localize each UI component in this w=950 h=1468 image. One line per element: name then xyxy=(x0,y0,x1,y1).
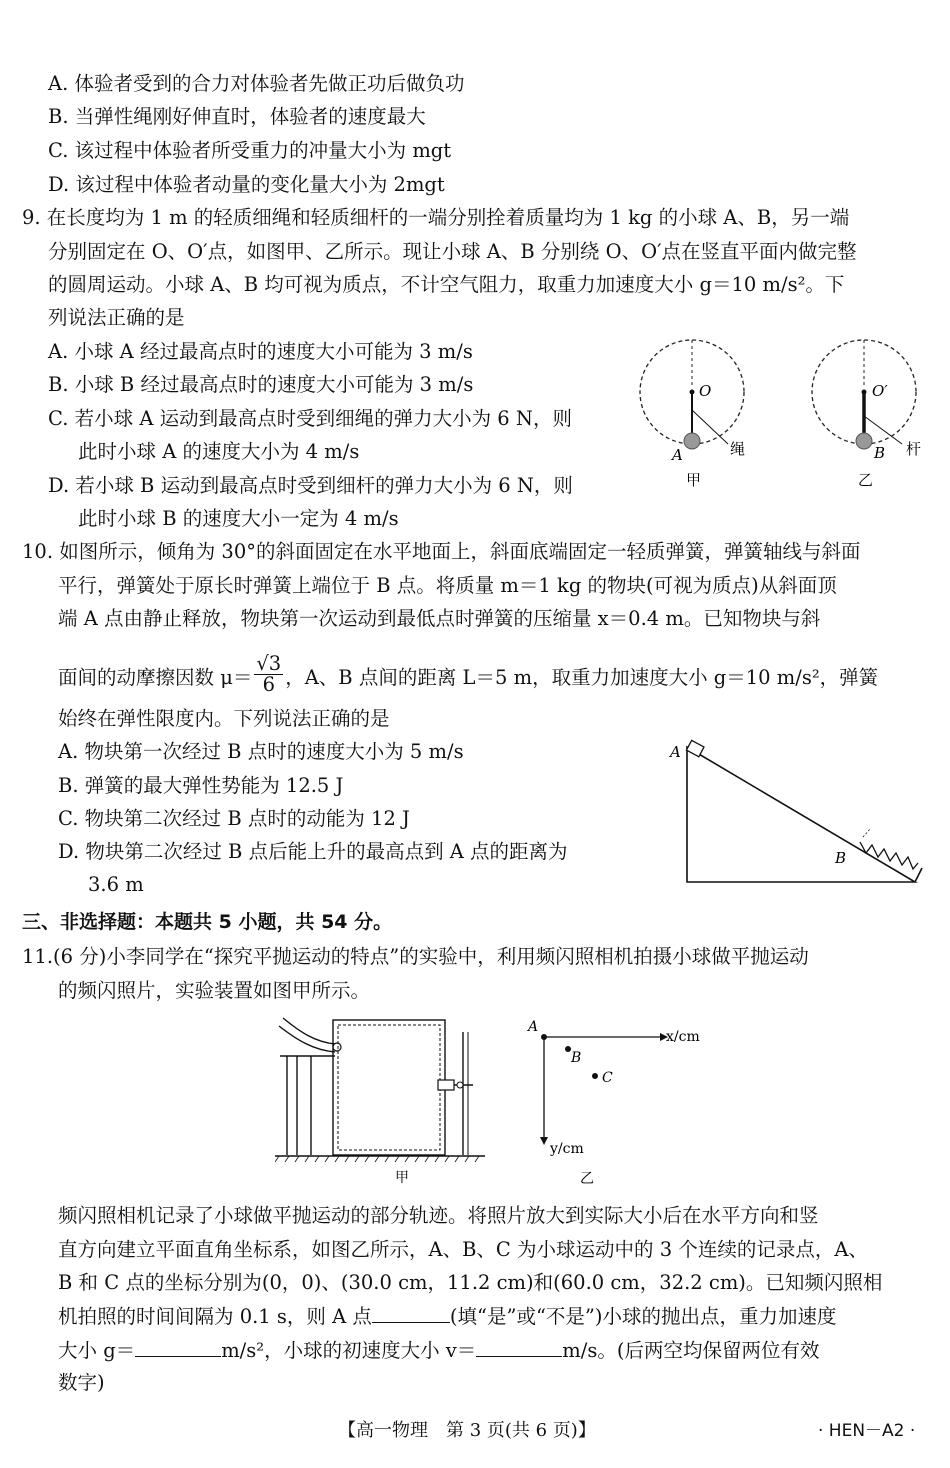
q10-option-d: D. 物块第二次经过 B 点后能上升的最高点到 A 点的距离为 xyxy=(58,840,568,863)
q8-option-b: B. 当弹性绳刚好伸直时，体验者的速度最大 xyxy=(48,105,426,128)
label-B: B xyxy=(874,444,886,462)
board-frame xyxy=(333,1020,445,1155)
q11-figure-yi xyxy=(520,1015,720,1190)
q8-option-c: C. 该过程中体验者所受重力的冲量大小为 mgt xyxy=(48,139,452,162)
q10-option-d-cont: 3.6 m xyxy=(88,873,144,896)
label-jia: 甲 xyxy=(686,471,702,489)
footer-code: · HEN－A2 · xyxy=(818,1421,916,1441)
label-rope: 绳 xyxy=(730,440,746,458)
q11-blank1-post: (填“是”或“不是”)小球的抛出点，重力加速度 xyxy=(449,1305,837,1328)
answer-blank-1[interactable] xyxy=(372,1304,450,1323)
point-C xyxy=(592,1073,598,1079)
ball-B xyxy=(856,433,872,449)
q10-option-c: C. 物块第二次经过 B 点时的动能为 12 J xyxy=(58,807,410,830)
label-x-axis: x/cm xyxy=(666,1029,700,1045)
ground-hatch xyxy=(275,1156,479,1162)
label-yi: 乙 xyxy=(580,1171,594,1187)
ball xyxy=(333,1043,341,1051)
q10-stem-line4 xyxy=(58,652,879,699)
y-arrow xyxy=(540,1137,548,1145)
spring-base xyxy=(915,868,922,882)
q9-option-d: D. 若小球 B 运动到最高点时受到细杆的弹力大小为 6 N，则 xyxy=(48,474,573,497)
q11-para-line6: 数字) xyxy=(58,1371,105,1394)
q10-figure xyxy=(660,735,940,890)
point-b-marker xyxy=(863,829,870,837)
label-C: C xyxy=(602,1070,613,1086)
q10-stem-line2: 平行，弹簧处于原长时弹簧上端位于 B 点。将质量 m＝1 kg 的物块(可视为质点)从斜面顶 xyxy=(58,574,837,597)
q10-stem-line3: 端 A 点由静止释放，物块第一次运动到最低点时弹簧的压缩量 x＝0.4 m。已知物块与斜 xyxy=(58,607,821,630)
answer-blank-3[interactable] xyxy=(476,1338,562,1357)
q9-figure xyxy=(630,330,940,500)
label-A: A xyxy=(528,1019,539,1035)
q11-figure-jia xyxy=(275,1010,495,1190)
q10-mu-prefix: 面间的动摩擦因数 μ＝ xyxy=(58,666,253,689)
block xyxy=(686,740,704,756)
label-B: B xyxy=(571,1050,582,1066)
ramp-top xyxy=(283,1018,335,1044)
ramp-bottom xyxy=(279,1026,335,1052)
q10-mu-fraction xyxy=(254,654,283,695)
ball-A xyxy=(684,433,700,449)
q10-mu-numerator: √3 xyxy=(256,652,282,675)
clamp xyxy=(438,1080,454,1090)
answer-blank-2[interactable] xyxy=(135,1338,221,1357)
q10-mu-suffix: ，A、B 点间的距离 L＝5 m，取重力加速度大小 g＝10 m/s²，弹簧 xyxy=(285,666,879,689)
q10-mu-denominator: 6 xyxy=(262,673,275,696)
q9-option-c-cont: 此时小球 A 的速度大小为 4 m/s xyxy=(78,440,360,463)
q11-blank2-mid: m/s²，小球的初速度大小 v＝ xyxy=(221,1339,477,1362)
label-O: O xyxy=(699,382,712,400)
q11-blank2-pre: 大小 g＝ xyxy=(58,1339,136,1362)
section3-heading: 三、非选择题：本题共 5 小题，共 54 分。 xyxy=(22,911,393,933)
q11-para-line1: 频闪照相机记录了小球做平抛运动的部分轨迹。将照片放大到实际大小后在水平方向和竖 xyxy=(58,1204,819,1227)
label-O2: O′ xyxy=(872,382,888,400)
label-B: B xyxy=(835,849,847,867)
q11-para-line2: 直方向建立平面直角坐标系，如图乙所示，A、B、C 为小球运动中的 3 个连续的记录点，A、 xyxy=(58,1238,868,1261)
q11-blank2-post: m/s。(后两空均保留两位有效 xyxy=(562,1339,820,1362)
q10-stem-line5: 始终在弹性限度内。下列说法正确的是 xyxy=(58,707,390,730)
q9-stem-line4: 列说法正确的是 xyxy=(48,306,185,329)
q11-stem-line1: 11.(6 分)小李同学在“探究平抛运动的特点”的实验中，利用频闪照相机拍摄小球做平抛运动 xyxy=(22,945,809,968)
q8-option-a: A. 体验者受到的合力对体验者先做正功后做负功 xyxy=(48,72,465,95)
board-inner xyxy=(338,1025,440,1150)
label-y-axis: y/cm xyxy=(550,1141,584,1157)
q11-para-line5 xyxy=(58,1338,819,1363)
q11-para-line3: B 和 C 点的坐标分别为(0，0)、(30.0 cm，11.2 cm)和(60.0 cm，32.2 cm)。已知频闪照相 xyxy=(58,1271,883,1294)
q9-option-d-cont: 此时小球 B 的速度大小一定为 4 m/s xyxy=(78,507,399,530)
q11-para-line4 xyxy=(58,1304,837,1329)
q8-option-d: D. 该过程中体验者动量的变化量大小为 2mgt xyxy=(48,173,445,196)
q9-option-a: A. 小球 A 经过最高点时的速度大小可能为 3 m/s xyxy=(48,340,473,363)
q9-stem-line3: 的圆周运动。小球 A、B 均可视为质点，不计空气阻力，取重力加速度大小 g＝10 m/s²。下 xyxy=(48,273,845,296)
q10-option-a: A. 物块第一次经过 B 点时的速度大小为 5 m/s xyxy=(58,740,464,763)
clamp-screw xyxy=(457,1082,463,1088)
incline xyxy=(687,747,915,882)
q10-stem-line1: 10. 如图所示，倾角为 30°的斜面固定在水平地面上，斜面底端固定一轻质弹簧，弹簧轴线与斜面 xyxy=(22,540,861,563)
q11-blank1-pre: 机拍照的时间间隔为 0.1 s，则 A 点 xyxy=(58,1305,372,1328)
label-rod: 杆 xyxy=(906,440,922,458)
footer-page-info: 【高一物理 第 3 页(共 6 页)】 xyxy=(338,1420,596,1441)
q9-stem-line2: 分别固定在 O、O′点，如图甲、乙所示。现让小球 A、B 分别绕 O、O′点在竖直平面内做完整 xyxy=(48,240,857,263)
label-A: A xyxy=(672,446,683,464)
q11-stem-line2: 的频闪照片，实验装置如图甲所示。 xyxy=(58,979,371,1002)
point-A xyxy=(541,1034,547,1040)
label-yi: 乙 xyxy=(858,471,874,489)
label-A: A xyxy=(670,743,681,761)
q9-option-b: B. 小球 B 经过最高点时的速度大小可能为 3 m/s xyxy=(48,373,474,396)
q9-option-c: C. 若小球 A 运动到最高点时受到细绳的弹力大小为 6 N，则 xyxy=(48,407,572,430)
label-jia: 甲 xyxy=(395,1170,409,1186)
q10-option-b: B. 弹簧的最大弹性势能为 12.5 J xyxy=(58,774,344,797)
q9-stem-line1: 9. 在长度均为 1 m 的轻质细绳和轻质细杆的一端分别拴着质量均为 1 kg 的小球 A、B，另一端 xyxy=(22,206,850,229)
